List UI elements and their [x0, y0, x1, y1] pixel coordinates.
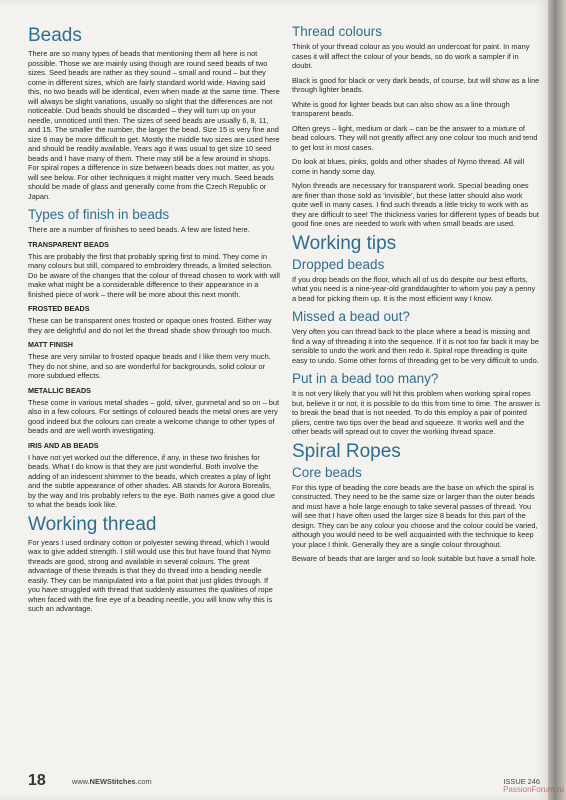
- heading-missed-bead: Missed a bead out?: [292, 309, 410, 324]
- paragraph-thread-colours-1: Think of your thread colour as you would an undercoat for paint. In many cases it will affect the colour of your beads, so do work a sampler if in doubt.: [292, 42, 530, 70]
- heading-bead-too-many: Put in a bead too many?: [292, 371, 439, 386]
- site-prefix: www.: [72, 777, 90, 786]
- subheading-metallic-beads: METALLIC BEADS: [28, 385, 91, 395]
- paragraph-thread-colours-5: Do look at blues, pinks, golds and other shades of Nymo thread. All will come in handy some day.: [292, 157, 525, 176]
- paragraph-core-beads: For this type of beading the core beads are the base on which the spiral is constructed. They need to be the same size or larger than the outer beads and must have a hole large enough to take several passes of thread. You will see that I have often used the larger size 8 beads for this part of the design. They can be any colour you choose and the colour could be varied, although you would need to be well acquainted with the technique to keep your place I think. Generally they are a single colour throughout.: [292, 482, 538, 549]
- heading-working-thread: Working thread: [28, 513, 157, 535]
- website-url: [72, 777, 152, 786]
- paragraph-finish-intro: There are a number of finishes to seed beads. A few are listed here.: [28, 225, 250, 234]
- paragraph-beware: Beware of beads that are larger and so look suitable but have a small hole.: [292, 554, 537, 563]
- paragraph-matt-finish: These are very similar to frosted opaque beads and I like them very much. They do not shine, and so are wonderful for backgrounds, solid colour or more subdued effects.: [28, 352, 271, 380]
- paragraph-bead-too-many: It is not very likely that you will hit this problem when working spiral ropes but, believe it or not, it is possible to do this from time to time. The answer is to break the bead that is not needed. To do this employ a pair of pointed pliers, centre two tips over the bead and squeeze. It works well and the other beads will spread out to cover the working thread space.: [292, 389, 540, 436]
- paragraph-transparent-beads: This are probably the first that probably spring first to mind. They come in many colours but still, compared to embroidery threads, a limited selection. Do be aware of the changes that the colour of thread chosen to work with will make what might be a considerable difference to their appearance in a finished piece of work – there will be more about this next month.: [28, 251, 280, 299]
- paragraph-iris-ab-beads: I have not yet worked out the difference, if any, in these two finishes for beads. What I do know is that they are just wonderful. Both involve the adding of an iridescent shimmer to the beads, which creates a play of light and the subtle appearance of other shades. AB stands for Aurora Borealis, by the way and Iris probably refers to the eye. Both names give a good clue to what the beads look like.: [28, 452, 275, 509]
- subheading-iris-ab-beads: IRIS AND AB BEADS: [28, 440, 99, 450]
- paragraph-thread-colours-4: Often greys – light, medium or dark – can be the answer to a mixture of bead colours. They will not greatly affect any one colour too much and tend to get lost in most cases.: [292, 123, 538, 152]
- paragraph-frosted-beads: These can be transparent ones frosted or opaque ones frosted. Either way they are delightful and do not let the thread shade show through too much.: [28, 316, 272, 335]
- paragraph-metallic-beads: These come in various metal shades – gold, silver, gunmetal and so on – but also in a few colours. For settings of coloured beads the metal ones are very good indeed but the colours can create a welcome change to other types of beads and are well worth investigating.: [28, 397, 280, 435]
- heading-working-tips: Working tips: [292, 232, 397, 254]
- subheading-transparent-beads: TRANSPARENT BEADS: [28, 239, 109, 249]
- watermark: PassionForum.ru: [503, 785, 564, 794]
- site-suffix: .com: [135, 777, 152, 786]
- right-column: [292, 22, 540, 569]
- page-number: 18: [28, 772, 46, 789]
- page-spine: [548, 0, 566, 800]
- paragraph-beads: There are so many types of beads that mentioning them all here is not possible. Those we are mainly using though are round seed beads of two sizes. Seed beads are rather as they sound – small and round – but they come in different sizes, which are fairly standard world wide. Having said this, no two beads will be identical, even when made at the same time. There will always be slight variations, usually so slight that the differences are not noticeable. Dud beads should be discarded – they will turn up on your needle, unnoticed until then. The sizes of seed beads are usually 6, 8, 11, and 15. The smaller the number, the larger the bead. Size 15 is very fine and size 6 may be more difficult to get. Mostly the middle two sizes are used here and should be readily available. Years ago it was usual to get size 10 seed beads and I have many of them. There may still be a few around in shops. For spiral ropes a difference in size between beads does not matter, as you will see below. For other techniques it might matter very much. Seed beads should be made of glass and generally come from the Czech Republic or Japan.: [28, 49, 280, 201]
- paragraph-missed-bead: Very often you can thread back to the place where a bead is missing and find a way of threading it into the sequence. If it is not too far back it may be sensible to undo the work and then redo it. Spiral rope threading is quite easy to undo. Some other forms of threading get to be very difficult to undo.: [292, 327, 539, 365]
- subheading-matt-finish: MATT FINISH: [28, 340, 73, 349]
- heading-dropped-beads: Dropped beads: [292, 256, 385, 272]
- paragraph-dropped-beads: If you drop beads on the floor, which all of us do despite our best efforts, what you need is a nine-year-old granddaughter to whom you pay a penny a bead for picking them up. It is the most efficient way I know.: [292, 274, 536, 303]
- heading-thread-colours: Thread colours: [292, 24, 383, 39]
- issue-number: ISSUE 246: [503, 777, 540, 786]
- heading-spiral-ropes: Spiral Ropes: [292, 440, 401, 462]
- paragraph-thread-colours-2: Black is good for black or very dark beads, of course, but will show as a line through lighter beads.: [292, 75, 540, 94]
- paragraph-thread-colours-6: Nylon threads are necessary for transparent work. Special beading ones are finer than those sold as 'invisible', but these latter should also work quite well in many cases. I find such threads a little tricky to work with as they are difficult to see! The thickness varies for different types of beads but good fine ones are needed to work with when small beads are used.: [292, 181, 539, 228]
- left-column: [28, 22, 280, 619]
- paragraph-working-thread: For years I used ordinary cotton or polyester sewing thread, which I would wax to give added strength. I still would use this but have found that Nymo threads are good, strong and available in several colours. The great advantage of these threads is that they do thread into a beading needle easily. They can be manipulated into a flat point that just glides through. If you have struggled with thread that suddenly assumes the qualities of rope when faced with the fine eye of a beading needle, you will know why this is such an advantage.: [28, 537, 273, 613]
- paragraph-thread-colours-3: White is good for lighter beads but can also show as a line through transparent beads.: [292, 99, 510, 118]
- subheading-frosted-beads: FROSTED BEADS: [28, 304, 90, 313]
- heading-types-of-finish: Types of finish in beads: [28, 207, 170, 222]
- site-brand: NEWStitches: [89, 777, 136, 786]
- page-footer: [28, 772, 540, 792]
- heading-beads: Beads: [28, 25, 82, 46]
- heading-core-beads: Core beads: [292, 464, 362, 480]
